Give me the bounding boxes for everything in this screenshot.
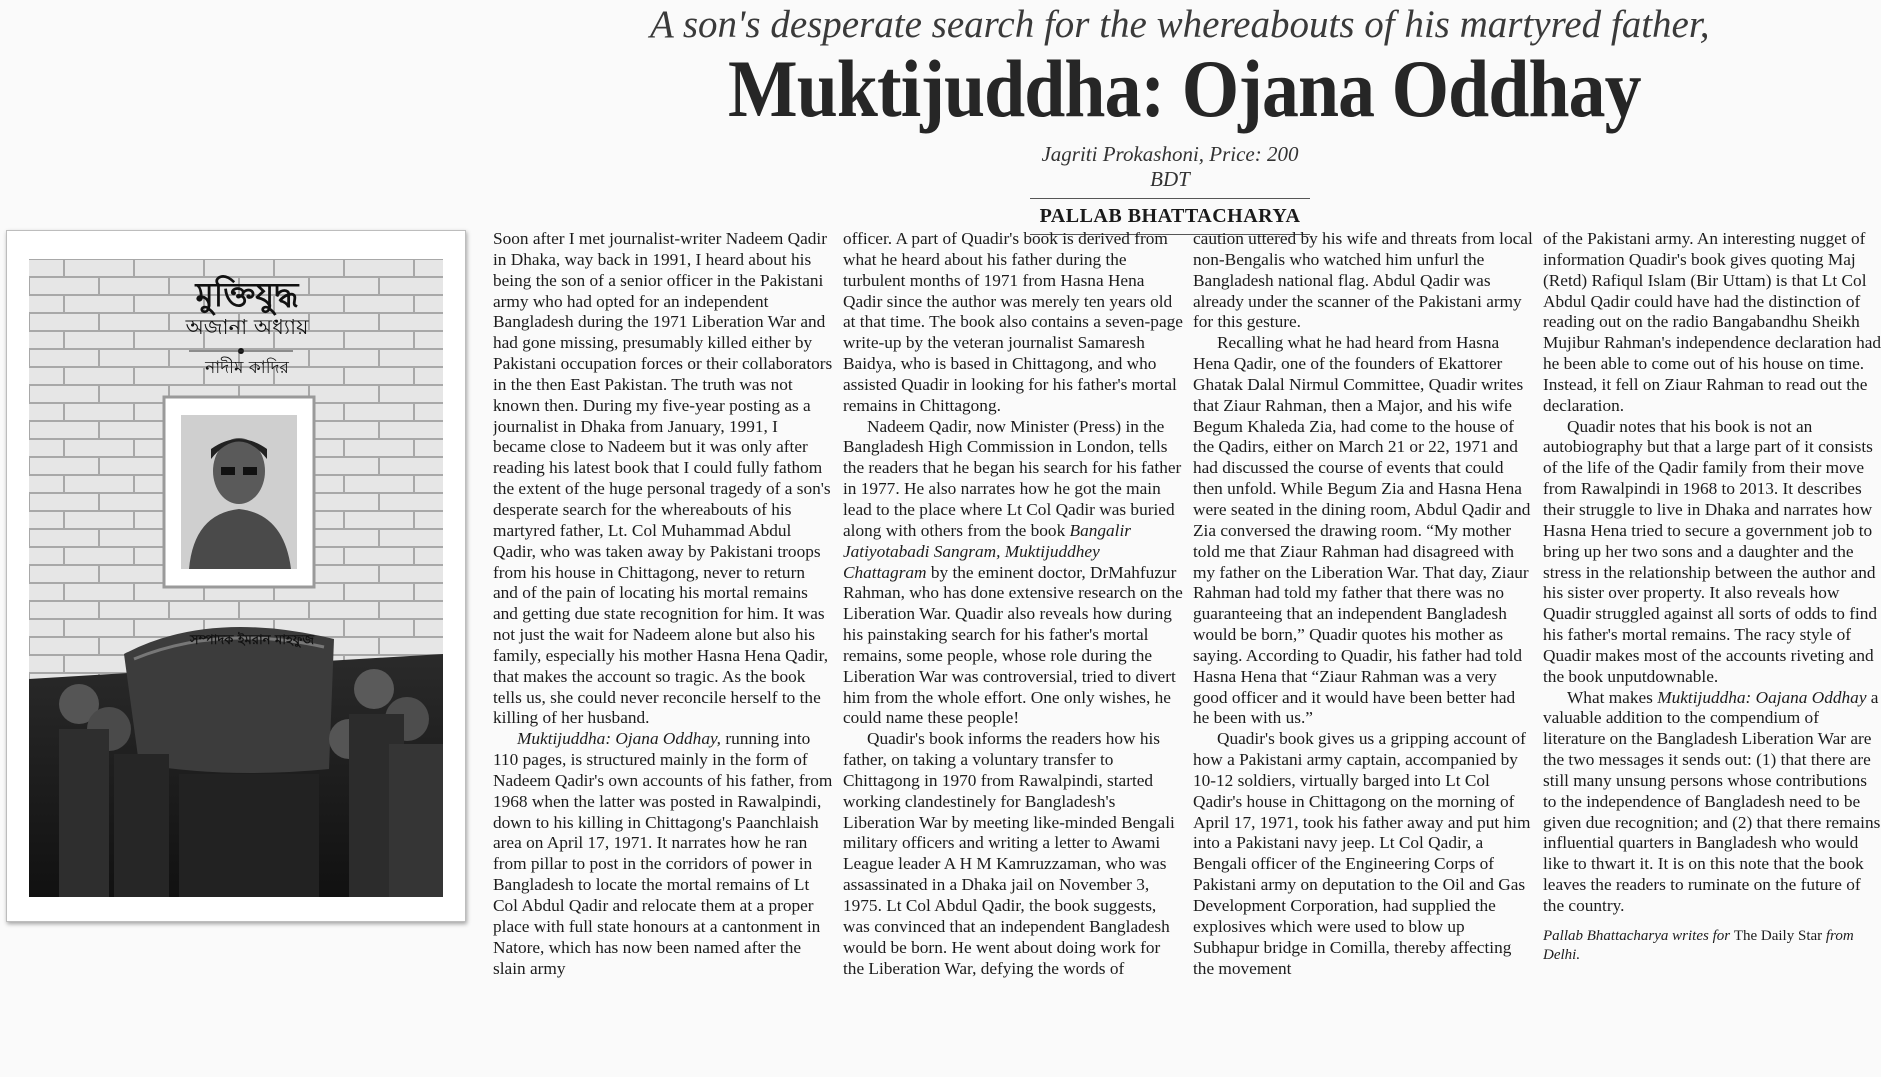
italic-title-text: Bangalir Jatiyotabadi Sangram, Muktijuddhey Chattagram	[843, 520, 1131, 582]
article-paragraph	[1543, 229, 1881, 417]
article-paragraph	[843, 417, 1183, 730]
article-column-4	[1543, 229, 1881, 1077]
footnote-outlet: The Daily Star	[1733, 927, 1823, 944]
page-title: Muktijuddha: Ojana Oddhay	[728, 43, 1641, 134]
article-paragraph	[843, 229, 1183, 417]
article-paragraph	[493, 729, 833, 979]
paragraph-text: Quadir notes that his book is not an autobiography but that a large part of it consists of the life of the Qadir family from their move from Rawalpindi in 1968 to 2013. It describes their struggle to live in Dhaka and narrates how Hasna Hena tried to secure a government job to bring up her two sons and a daughter and the stress in the relationship between the author and his sister over property. It also reveals how Quadir struggled against all sorts of odds to find his father's mortal remains. The racy style of Quadir makes most of the accounts riveting and the book unputdownable.	[1543, 416, 1878, 686]
publisher-price: Jagriti Prokashoni, Price: 200 BDT	[1030, 142, 1310, 199]
paragraph-text: by the eminent doctor, DrMahfuzur Rahman, who has done extensive research on the Liberation War. Quadir also reveals how during his painstaking search for his father's mortal remains, some people, whose role during the Liberation War was controversial, tried to divert him from the whole effort. One only wishes, he could name these people!	[843, 562, 1183, 728]
article-column-3	[1193, 229, 1533, 1077]
cover-title	[137, 276, 357, 340]
paragraph-text: caution uttered by his wife and threats from local non-Bengalis who watched him unfurl the Bangladesh national flag. Abdul Qadir was already under the scanner of the Pakistani army for this gesture.	[1193, 229, 1533, 332]
paragraph-text: of the Pakistani army. An interesting nugget of information Quadir's book gives quoting Maj (Retd) Rafiqul Islam (Bir Uttam) is that Lt Col Abdul Qadir could have had the distinction of reading out on the radio Bangabandhu Sheikh Mujibur Rahman's independence declaration had he been able to come out of his house on time. Instead, it fell on Ziaur Rahman to read out the declaration.	[1543, 229, 1881, 415]
paragraph-text: officer. A part of Quadir's book is derived from what he heard about his father during the turbulent months of 1971 from Hasna Hena Qadir since the author was merely ten years old at that time. The book also contains a seven-page write-up by the veteran journalist Samaresh Baidya, who is based in Chittagong, and who assisted Quadir in looking for his father's mortal remains in Chittagong.	[843, 229, 1183, 415]
italic-title-text: Muktijuddha: Ojana Oddhay,	[517, 729, 721, 749]
cover-author: নাদীম কাদির	[205, 358, 289, 378]
article-paragraph	[1193, 729, 1533, 979]
footnote-post: from Delhi.	[1543, 927, 1854, 963]
article-paragraph	[1543, 417, 1881, 688]
article-paragraph	[1193, 229, 1533, 333]
article-column-1	[493, 229, 833, 1077]
paragraph-text: What makes	[1567, 687, 1658, 707]
footnote-pre: Pallab Bhattacharya writes for	[1543, 927, 1734, 944]
paragraph-text: running into 110 pages, is structured mainly in the form of Nadeem Qadir's own accounts of his father, from 1968 when the latter was posted in Rawalpindi, down to his killing in Chittagong's Paanchlaish area on April 17, 1971. It narrates how he ran from pillar to post in the corridors of power in Bangladesh to locate the mortal remains of Lt Col Abdul Qadir and relocate them at a proper place with full state honours at a cantonment in Natore, which has now been named after the slain army	[493, 729, 833, 978]
article-column-2	[843, 229, 1183, 1077]
article-paragraph	[1543, 688, 1881, 917]
book-meta	[1030, 142, 1310, 235]
byline-author: PALLAB BHATTACHARYA	[1030, 199, 1310, 235]
paragraph-text: a valuable addition to the compendium of literature on the Bangladesh Liberation War are the two messages it sends out: (1) that there are still many unsung persons whose contributions to the independence of Bangladesh need to be given due recognition; and (2) that there remains influential quarters in Bangladesh who would like to thwart it. It is on this note that the book leaves the readers to ruminate on the future of the country.	[1543, 687, 1881, 915]
author-footnote	[1543, 927, 1881, 965]
cover-title-main: মুক্তিযুদ্ধ	[195, 275, 299, 314]
paragraph-text: Quadir's book informs the readers how his father, on taking a voluntary transfer to Chittagong in 1970 from Rawalpindi, started working clandestinely for Bangladesh's Liberation War by meeting like-minded Bengali military officers and writing a letter to Awami League leader A H M Kamruzzaman, who was assassinated in a Dhaka jail on November 3, 1975. Lt Col Abdul Qadir, the book suggests, was convinced that an independent Bangladesh would be born. He went about doing work for the Liberation War, defying the words of	[843, 729, 1175, 978]
book-cover-figure	[6, 230, 466, 922]
paragraph-text: Recalling what he had heard from Hasna Hena Qadir, one of the founders of Ekattorer Ghatak Dalal Nirmul Committee, Quadir writes that Ziaur Rahman, then a Major, and his wife Begum Khaleda Zia, had come to the house of the Qadirs, either on March 21 or 22, 1971 and had discussed the course of events that could then unfold. While Begum Zia and Hasna Hena were seated in the dining room, Abdul Qadir and Zia conversed the drawing room. “My mother told me that Ziaur Rahman had disagreed with my father on the Liberation War. That day, Ziaur Rahman had told my father that there was no guaranteeing that an independent Bangladesh would be born,” Quadir quotes his mother as saying. According to Quadir, his father had told Hasna Hena that “Ziaur Rahman was a very good officer and it would have been better had he been with us.”	[1193, 333, 1531, 728]
cover-editor: সম্পাদক ইমরান মাহফুজ	[189, 633, 314, 648]
paragraph-text: Quadir's book gives us a gripping account of how a Pakistani army captain, accompanied by 10-12 soldiers, virtually barged into Lt Col Qadir's house in Chittagong on the morning of April 17, 1971, took his father away and put him into a Pakistani navy jeep. Lt Col Qadir, a Bengali officer of the Engineering Corps of Pakistani army on deputation to the Oil and Gas Development Corporation, had supplied the explosives which were used to blow up Subhapur bridge in Comilla, thereby affecting the movement	[1193, 729, 1531, 978]
article-paragraph	[843, 729, 1183, 979]
article-paragraph	[493, 229, 833, 729]
paragraph-text: Nadeem Qadir, now Minister (Press) in the Bangladesh High Commission in London, tells the readers that he began his search for his father in 1977. He also narrates how he got the main lead to the place where Lt Col Qadir was buried along with others from the book	[843, 416, 1182, 540]
headline-kicker: A son's desperate search for the whereabouts of his martyred father,	[650, 3, 1710, 46]
italic-title-text: Muktijuddha: Oajana Oddhay	[1657, 687, 1867, 707]
article-paragraph	[1193, 333, 1533, 729]
cover-title-sub: অজানা অধ্যায়	[185, 315, 309, 339]
paragraph-text: Soon after I met journalist-writer Nadeem Qadir in Dhaka, way back in 1991, I heard about his being the son of a senior officer in the Pakistani army who had opted for an independent Bangladesh during the 1971 Liberation War and had gone missing, presumably killed either by Pakistani occupation forces or their collaborators in the then East Pakistan. The truth was not known then. During my five-year posting as a journalist in Dhaka from January, 1991, I became close to Nadeem but it was only after reading his latest book that I could fully fathom the extent of the huge personal tragedy of a son's desperate search for the whereabouts of his martyred father, Lt. Col Muhammad Abdul Qadir, who was taken away by Pakistani troops from his house in Chittagong, never to return and of the pain of locating his mortal remains and getting due state recognition for him. It was not just the wait for Nadeem alone but also his family, especially his mother Hasna Hena Qadir, that makes the account so tragic. As the book tells us, she could never reconcile herself to the killing of her husband.	[493, 229, 833, 728]
